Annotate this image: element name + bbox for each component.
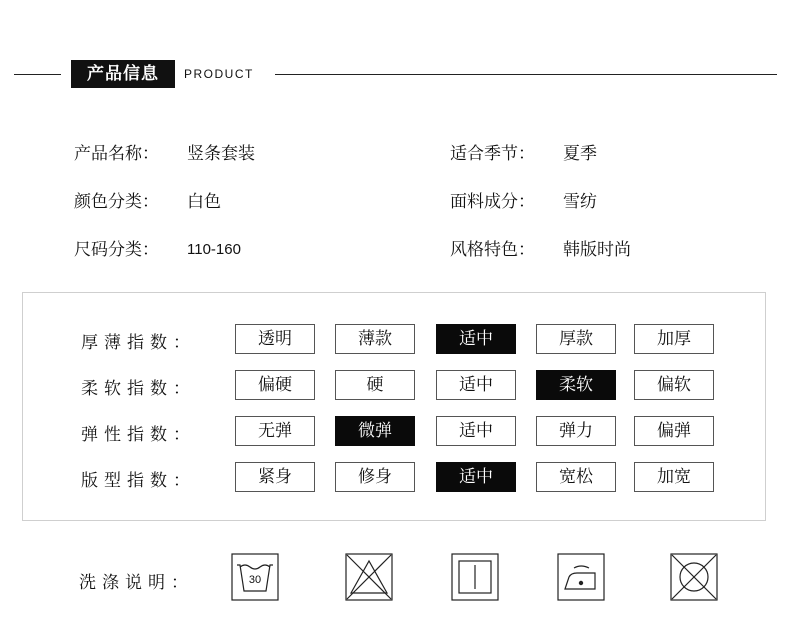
elasticity-index-label: 弹性指数： (81, 425, 196, 445)
fit-option: 加宽 (634, 462, 714, 492)
softness-option: 偏硬 (235, 370, 315, 400)
fit-option: 紧身 (235, 462, 315, 492)
header-divider-left (14, 74, 61, 75)
softness-index-label: 柔软指数： (81, 379, 196, 399)
thickness-option: 加厚 (634, 324, 714, 354)
info-value: 雪纺 (563, 192, 597, 212)
no-tumble-dry-icon (670, 553, 718, 601)
info-label: 产品名称： (74, 144, 159, 164)
elasticity-option: 适中 (436, 416, 516, 446)
info-product-name (74, 144, 255, 164)
thickness-option-selected: 适中 (436, 324, 516, 354)
section-subtitle: PRODUCT (184, 67, 254, 81)
info-value: 夏季 (563, 144, 597, 164)
wash-30-icon (231, 553, 279, 601)
info-size (74, 240, 241, 260)
header-divider-right (275, 74, 777, 75)
elasticity-option: 弹力 (536, 416, 616, 446)
softness-option: 偏软 (634, 370, 714, 400)
fit-option: 修身 (335, 462, 415, 492)
info-value: 韩版时尚 (563, 240, 631, 260)
info-label: 面料成分： (450, 192, 535, 212)
thickness-option: 薄款 (335, 324, 415, 354)
no-bleach-icon (345, 553, 393, 601)
info-label: 颜色分类： (74, 192, 159, 212)
drip-dry-icon (451, 553, 499, 601)
info-color (74, 192, 221, 212)
iron-low-icon (557, 553, 605, 601)
info-season (450, 144, 597, 164)
thickness-option: 透明 (235, 324, 315, 354)
washing-label: 洗涤说明： (79, 573, 194, 593)
info-label: 风格特色： (450, 240, 535, 260)
wash-30-icon-graphic (231, 553, 279, 601)
info-label: 适合季节： (450, 144, 535, 164)
fit-index-label: 版型指数： (81, 471, 196, 491)
info-value: 110-160 (187, 241, 241, 258)
section-title: 产品信息 (71, 60, 175, 88)
softness-option: 硬 (335, 370, 415, 400)
info-value: 白色 (187, 192, 221, 212)
thickness-option: 厚款 (536, 324, 616, 354)
elasticity-option-selected: 微弹 (335, 416, 415, 446)
wash-temperature: 30 (248, 574, 262, 586)
fit-option-selected: 适中 (436, 462, 516, 492)
elasticity-option: 偏弹 (634, 416, 714, 446)
info-value: 竖条套装 (187, 144, 255, 164)
elasticity-option: 无弹 (235, 416, 315, 446)
softness-option: 适中 (436, 370, 516, 400)
info-style (450, 240, 631, 260)
thickness-index-label: 厚薄指数： (81, 333, 196, 353)
softness-option-selected: 柔软 (536, 370, 616, 400)
info-fabric (450, 192, 597, 212)
info-label: 尺码分类： (74, 240, 159, 260)
fit-option: 宽松 (536, 462, 616, 492)
